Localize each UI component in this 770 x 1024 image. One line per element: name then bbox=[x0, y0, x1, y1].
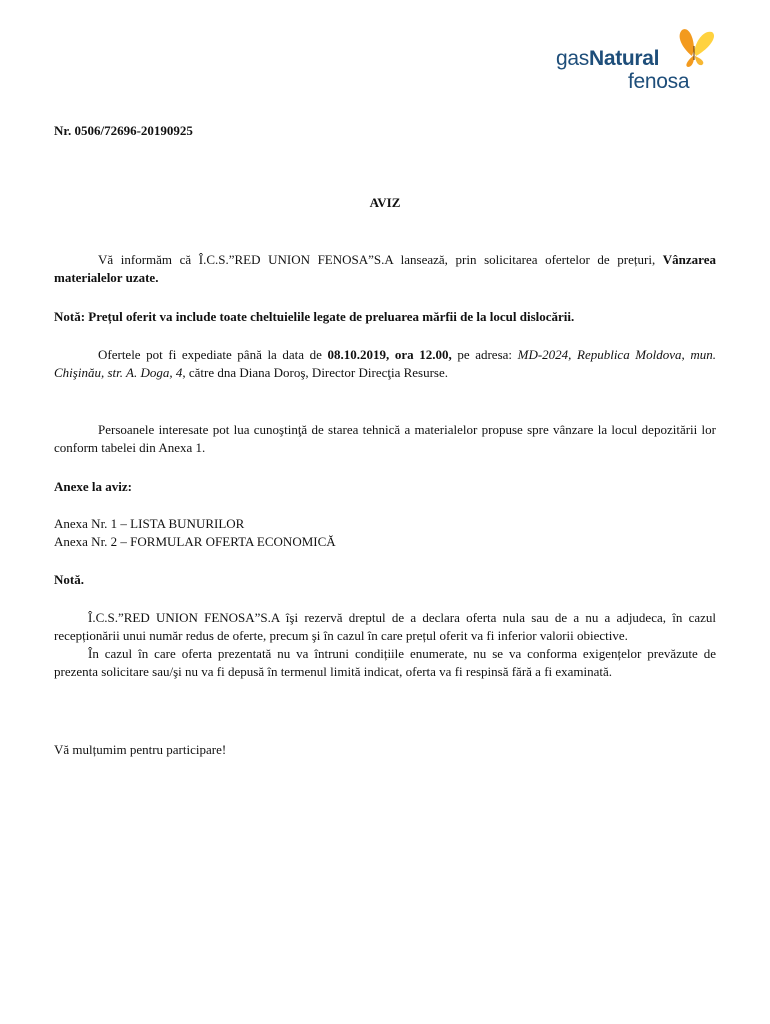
rejection-paragraph: În cazul în care oferta prezentată nu va întruni condițiile enumerate, nu se va conforma exigențelor prevăzute de prezenta solicitare sau/şi nu va fi depusă în termenul limită indicat, oferta va fi respinsă fără a fi examinată. bbox=[54, 646, 716, 679]
price-note: Notă: Prețul oferit va include toate cheltuielile legate de preluarea mărfii de la locul dislocării. bbox=[54, 309, 575, 324]
butterfly-icon bbox=[672, 26, 718, 68]
offers-paragraph: Ofertele pot fi expediate până la data de 08.10.2019, ora 12.00, pe adresa: MD-2024, Republica Moldova, mun. Chişinău, str. A. Doga, 4, către dna Diana Doroş, Director Direcţia Resurse. bbox=[54, 347, 716, 380]
interested-paragraph: Persoanele interesate pot lua cunoştinţă de starea tehnică a materialelor propuse spre vânzare la locul depozitării lor conform tabelei din Anexa 1. bbox=[54, 422, 716, 455]
document-reference: Nr. 0506/72696-20190925 bbox=[54, 123, 193, 138]
annex-item-1: Anexa Nr. 1 – LISTA BUNURILOR bbox=[54, 516, 245, 531]
annexes-heading: Anexe la aviz: bbox=[54, 479, 132, 494]
logo-text-line2: fenosa bbox=[628, 70, 690, 93]
note-heading: Notă. bbox=[54, 572, 84, 587]
logo-text-line1: gasNatural bbox=[556, 47, 660, 70]
intro-paragraph: Vă informăm că Î.C.S.”RED UNION FENOSA”S.A lansează, prin solicitarea ofertelor de prețuri, Vânzarea materialelor uzate. bbox=[54, 252, 716, 285]
document-title: AVIZ bbox=[369, 195, 401, 210]
annex-item-2: Anexa Nr. 2 – FORMULAR OFERTA ECONOMICĂ bbox=[54, 534, 336, 549]
rights-paragraph: Î.C.S.”RED UNION FENOSA”S.A îşi rezervă dreptul de a declara oferta nula sau de a nu a adjudeca, în cazul recepționării unui număr redus de oferte, precum şi în cazul în care prețul oferit va fi inferior valorii obiective. bbox=[54, 610, 716, 643]
company-logo bbox=[556, 26, 726, 96]
thanks-line: Vă mulțumim pentru participare! bbox=[54, 742, 227, 757]
